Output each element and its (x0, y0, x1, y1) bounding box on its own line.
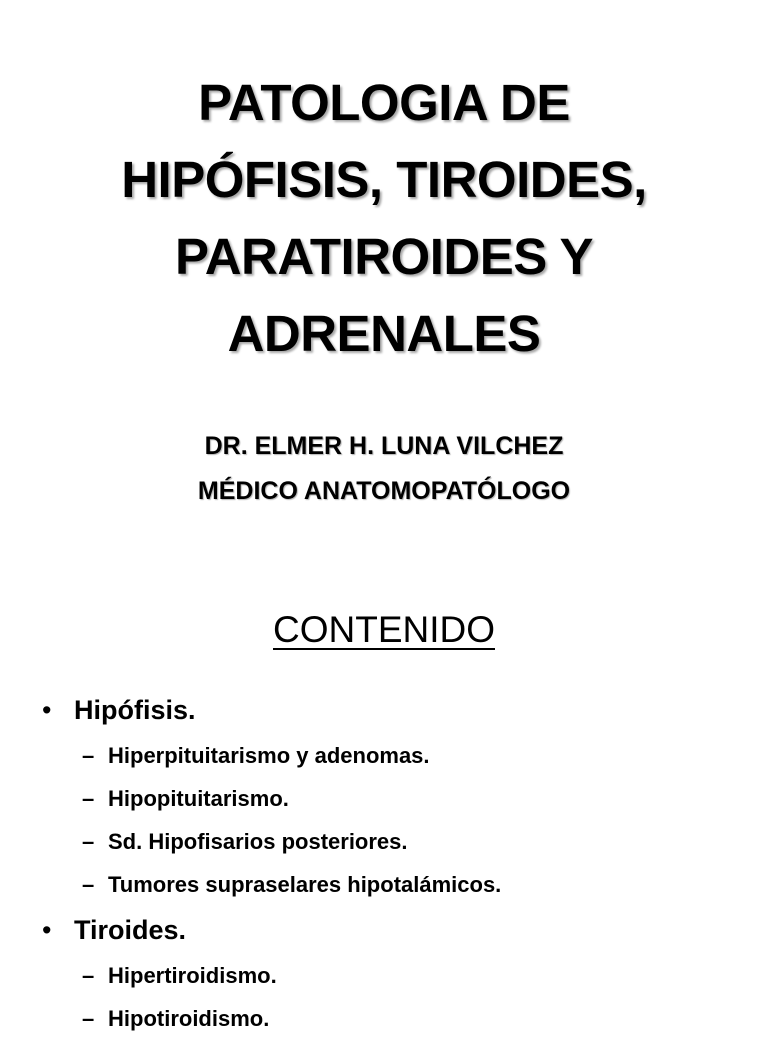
dash-icon: – (82, 872, 95, 897)
list-subitem (0, 777, 768, 820)
dash-icon: – (82, 786, 95, 811)
title-line-1: PATOLOGIA DE (198, 74, 570, 131)
contents-heading-text: CONTENIDO (273, 609, 495, 650)
contents-slide (0, 560, 768, 1031)
subitem-text: Tumores supraselares hipotalámicos. (108, 872, 502, 897)
list-item (0, 686, 768, 734)
title-line-4: ADRENALES (227, 305, 541, 362)
presentation-title (40, 64, 728, 372)
list-subitem (0, 997, 768, 1040)
contents-list (0, 686, 768, 1040)
list-subitem (0, 954, 768, 997)
subitem-text: Hipopituitarismo. (108, 786, 289, 811)
title-line-3: PARATIROIDES Y (174, 228, 594, 285)
contents-heading (0, 608, 768, 652)
bullet-icon: • (42, 695, 52, 725)
list-subitem (0, 734, 768, 777)
section-label: Hipófisis. (74, 695, 196, 725)
list-item (0, 906, 768, 954)
section-label: Tiroides. (74, 915, 187, 945)
dash-icon: – (82, 963, 95, 988)
subitem-text: Sd. Hipofisarios posteriores. (108, 829, 408, 854)
list-subitem (0, 820, 768, 863)
list-subitem (0, 863, 768, 906)
author-block (40, 424, 728, 514)
subitem-text: Hipertiroidismo. (108, 963, 277, 988)
subitem-text: Hipotiroidismo. (108, 1006, 270, 1031)
dash-icon: – (82, 743, 95, 768)
author-role: MÉDICO ANATOMOPATÓLOGO (197, 477, 571, 505)
dash-icon: – (82, 1006, 95, 1031)
subitem-text: Hiperpituitarismo y adenomas. (108, 743, 430, 768)
title-line-2: HIPÓFISIS, TIROIDES, (121, 151, 647, 208)
author-name: DR. ELMER H. LUNA VILCHEZ (204, 432, 564, 460)
dash-icon: – (82, 829, 95, 854)
bullet-icon: • (42, 915, 52, 945)
